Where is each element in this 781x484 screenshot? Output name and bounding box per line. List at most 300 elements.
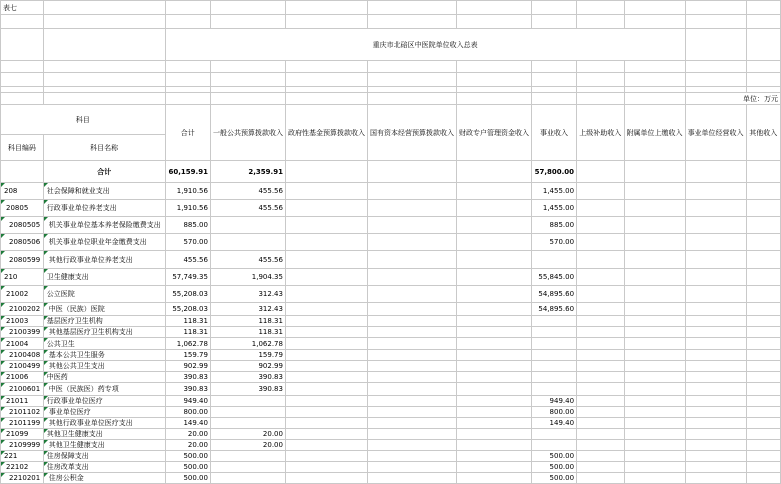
row-total: 118.31 bbox=[165, 316, 210, 327]
row-other-income bbox=[746, 429, 780, 440]
row-other-income bbox=[746, 396, 780, 407]
row-general-budget: 312.43 bbox=[210, 303, 285, 316]
row-code: 208 bbox=[1, 183, 44, 200]
row-name: 卫生健康支出 bbox=[43, 269, 165, 286]
row-code: 2100408 bbox=[1, 350, 44, 361]
row-gov-fund bbox=[285, 286, 367, 303]
table-row bbox=[1, 286, 781, 303]
page-title: 重庆市北碚区中医院单位收入总表 bbox=[165, 29, 685, 61]
row-operating-income bbox=[685, 451, 746, 462]
row-superior-subsidy bbox=[577, 286, 625, 303]
row-operating-income bbox=[685, 473, 746, 484]
row-gov-fund bbox=[285, 316, 367, 327]
row-operating-income bbox=[685, 303, 746, 316]
row-superior-subsidy bbox=[577, 183, 625, 200]
row-special-fiscal bbox=[456, 269, 531, 286]
row-superior-subsidy bbox=[577, 161, 625, 183]
row-operating-income bbox=[685, 217, 746, 234]
row-special-fiscal bbox=[456, 338, 531, 350]
row-operating-income bbox=[685, 338, 746, 350]
row-name: 社会保障和就业支出 bbox=[43, 183, 165, 200]
row-other-income bbox=[746, 383, 780, 396]
table-row bbox=[1, 269, 781, 286]
row-special-fiscal bbox=[456, 473, 531, 484]
row-business-income bbox=[531, 372, 576, 383]
row-state-capital bbox=[367, 396, 456, 407]
row-total: 1,910.56 bbox=[165, 183, 210, 200]
row-business-income: 885.00 bbox=[531, 217, 576, 234]
row-affiliated-income bbox=[624, 407, 685, 418]
row-gov-fund bbox=[285, 200, 367, 217]
row-state-capital bbox=[367, 161, 456, 183]
row-gov-fund bbox=[285, 161, 367, 183]
table-row bbox=[1, 303, 781, 316]
row-code: 210 bbox=[1, 269, 44, 286]
row-gov-fund bbox=[285, 217, 367, 234]
row-total: 118.31 bbox=[165, 327, 210, 338]
row-business-income: 1,455.00 bbox=[531, 200, 576, 217]
row-special-fiscal bbox=[456, 327, 531, 338]
row-other-income bbox=[746, 361, 780, 372]
row-operating-income bbox=[685, 251, 746, 269]
row-operating-income bbox=[685, 418, 746, 429]
row-operating-income bbox=[685, 327, 746, 338]
row-gov-fund bbox=[285, 473, 367, 484]
table-row bbox=[1, 440, 781, 451]
row-state-capital bbox=[367, 316, 456, 327]
table-row bbox=[1, 316, 781, 327]
row-affiliated-income bbox=[624, 451, 685, 462]
row-other-income bbox=[746, 418, 780, 429]
row-affiliated-income bbox=[624, 234, 685, 251]
row-name: 中医药 bbox=[43, 372, 165, 383]
row-other-income bbox=[746, 372, 780, 383]
row-affiliated-income bbox=[624, 327, 685, 338]
row-gov-fund bbox=[285, 418, 367, 429]
row-superior-subsidy bbox=[577, 361, 625, 372]
row-gov-fund bbox=[285, 303, 367, 316]
row-general-budget: 2,359.91 bbox=[210, 161, 285, 183]
row-affiliated-income bbox=[624, 361, 685, 372]
row-business-income bbox=[531, 251, 576, 269]
row-operating-income bbox=[685, 372, 746, 383]
row-code: 22102 bbox=[1, 462, 44, 473]
header-state-capital: 国有资本经营预算拨款收入 bbox=[367, 105, 456, 161]
row-code: 2101199 bbox=[1, 418, 44, 429]
header-total: 合计 bbox=[165, 105, 210, 161]
row-other-income bbox=[746, 303, 780, 316]
row-special-fiscal bbox=[456, 407, 531, 418]
row-state-capital bbox=[367, 383, 456, 396]
row-superior-subsidy bbox=[577, 473, 625, 484]
row-general-budget: 455.56 bbox=[210, 183, 285, 200]
row-general-budget: 20.00 bbox=[210, 429, 285, 440]
row-general-budget bbox=[210, 217, 285, 234]
row-special-fiscal bbox=[456, 429, 531, 440]
row-superior-subsidy bbox=[577, 303, 625, 316]
row-special-fiscal bbox=[456, 316, 531, 327]
row-gov-fund bbox=[285, 183, 367, 200]
row-business-income: 57,800.00 bbox=[531, 161, 576, 183]
row-operating-income bbox=[685, 200, 746, 217]
row-other-income bbox=[746, 338, 780, 350]
row-general-budget bbox=[210, 451, 285, 462]
header-subject-code: 科目编码 bbox=[1, 135, 44, 161]
row-other-income bbox=[746, 217, 780, 234]
row-special-fiscal bbox=[456, 251, 531, 269]
row-general-budget bbox=[210, 234, 285, 251]
row-state-capital bbox=[367, 269, 456, 286]
row-other-income bbox=[746, 440, 780, 451]
row-name: 中医（民族医）药专项 bbox=[43, 383, 165, 396]
row-gov-fund bbox=[285, 451, 367, 462]
row-general-budget bbox=[210, 396, 285, 407]
row-state-capital bbox=[367, 418, 456, 429]
row-name: 公共卫生 bbox=[43, 338, 165, 350]
row-code: 2100399 bbox=[1, 327, 44, 338]
row-superior-subsidy bbox=[577, 440, 625, 451]
row-operating-income bbox=[685, 161, 746, 183]
row-superior-subsidy bbox=[577, 269, 625, 286]
row-special-fiscal bbox=[456, 383, 531, 396]
row-other-income bbox=[746, 316, 780, 327]
row-general-budget bbox=[210, 407, 285, 418]
row-state-capital bbox=[367, 217, 456, 234]
row-special-fiscal bbox=[456, 361, 531, 372]
header-special-fiscal: 财政专户管理资金收入 bbox=[456, 105, 531, 161]
row-special-fiscal bbox=[456, 418, 531, 429]
row-total: 55,208.03 bbox=[165, 286, 210, 303]
row-superior-subsidy bbox=[577, 407, 625, 418]
table-row bbox=[1, 383, 781, 396]
header-general-budget: 一般公共预算拨款收入 bbox=[210, 105, 285, 161]
row-general-budget: 1,062.78 bbox=[210, 338, 285, 350]
table-row bbox=[1, 372, 781, 383]
row-gov-fund bbox=[285, 350, 367, 361]
row-total: 949.40 bbox=[165, 396, 210, 407]
row-other-income bbox=[746, 251, 780, 269]
table-row bbox=[1, 407, 781, 418]
row-code: 21004 bbox=[1, 338, 44, 350]
row-general-budget bbox=[210, 418, 285, 429]
row-special-fiscal bbox=[456, 462, 531, 473]
row-gov-fund bbox=[285, 462, 367, 473]
row-state-capital bbox=[367, 338, 456, 350]
row-superior-subsidy bbox=[577, 418, 625, 429]
row-business-income bbox=[531, 338, 576, 350]
row-other-income bbox=[746, 350, 780, 361]
row-gov-fund bbox=[285, 396, 367, 407]
row-business-income bbox=[531, 383, 576, 396]
row-name: 其他行政事业单位医疗支出 bbox=[43, 418, 165, 429]
row-special-fiscal bbox=[456, 303, 531, 316]
table-row bbox=[1, 350, 781, 361]
unit-label: 单位：万元 bbox=[685, 93, 780, 105]
row-name: 其他公共卫生支出 bbox=[43, 361, 165, 372]
row-total: 159.79 bbox=[165, 350, 210, 361]
row-other-income bbox=[746, 269, 780, 286]
row-gov-fund bbox=[285, 234, 367, 251]
row-general-budget: 159.79 bbox=[210, 350, 285, 361]
row-total: 149.40 bbox=[165, 418, 210, 429]
row-special-fiscal bbox=[456, 350, 531, 361]
row-operating-income bbox=[685, 407, 746, 418]
row-superior-subsidy bbox=[577, 350, 625, 361]
row-business-income: 55,845.00 bbox=[531, 269, 576, 286]
row-state-capital bbox=[367, 183, 456, 200]
row-special-fiscal bbox=[456, 451, 531, 462]
row-operating-income bbox=[685, 183, 746, 200]
table-row bbox=[1, 251, 781, 269]
row-gov-fund bbox=[285, 361, 367, 372]
header-subject-name: 科目名称 bbox=[43, 135, 165, 161]
row-code: 2100202 bbox=[1, 303, 44, 316]
table-row bbox=[1, 217, 781, 234]
row-gov-fund bbox=[285, 372, 367, 383]
row-superior-subsidy bbox=[577, 200, 625, 217]
row-superior-subsidy bbox=[577, 383, 625, 396]
row-name: 其他卫生健康支出 bbox=[43, 429, 165, 440]
table-row bbox=[1, 327, 781, 338]
row-state-capital bbox=[367, 372, 456, 383]
row-special-fiscal bbox=[456, 217, 531, 234]
row-state-capital bbox=[367, 251, 456, 269]
row-superior-subsidy bbox=[577, 429, 625, 440]
row-state-capital bbox=[367, 286, 456, 303]
row-special-fiscal bbox=[456, 234, 531, 251]
row-business-income: 500.00 bbox=[531, 462, 576, 473]
table-row bbox=[1, 473, 781, 484]
row-total: 902.99 bbox=[165, 361, 210, 372]
row-code: 221 bbox=[1, 451, 44, 462]
row-special-fiscal bbox=[456, 183, 531, 200]
row-general-budget: 20.00 bbox=[210, 440, 285, 451]
row-operating-income bbox=[685, 350, 746, 361]
row-total: 500.00 bbox=[165, 451, 210, 462]
row-business-income: 54,895.60 bbox=[531, 286, 576, 303]
row-total: 60,159.91 bbox=[165, 161, 210, 183]
row-general-budget: 390.83 bbox=[210, 383, 285, 396]
row-general-budget: 390.83 bbox=[210, 372, 285, 383]
row-name: 基本公共卫生服务 bbox=[43, 350, 165, 361]
row-affiliated-income bbox=[624, 383, 685, 396]
row-total: 390.83 bbox=[165, 383, 210, 396]
row-other-income bbox=[746, 327, 780, 338]
table-row bbox=[1, 200, 781, 217]
row-operating-income bbox=[685, 234, 746, 251]
table-row bbox=[1, 418, 781, 429]
row-state-capital bbox=[367, 350, 456, 361]
row-superior-subsidy bbox=[577, 396, 625, 407]
row-code: 2080506 bbox=[1, 234, 44, 251]
row-operating-income bbox=[685, 440, 746, 451]
row-operating-income bbox=[685, 396, 746, 407]
row-affiliated-income bbox=[624, 303, 685, 316]
row-code: 2080599 bbox=[1, 251, 44, 269]
row-special-fiscal bbox=[456, 372, 531, 383]
row-other-income bbox=[746, 183, 780, 200]
row-state-capital bbox=[367, 200, 456, 217]
row-total: 455.56 bbox=[165, 251, 210, 269]
row-superior-subsidy bbox=[577, 234, 625, 251]
sheet-label: 表七 bbox=[1, 1, 44, 15]
row-affiliated-income bbox=[624, 418, 685, 429]
row-business-income: 54,895.60 bbox=[531, 303, 576, 316]
row-operating-income bbox=[685, 361, 746, 372]
row-total: 800.00 bbox=[165, 407, 210, 418]
row-gov-fund bbox=[285, 429, 367, 440]
header-subject: 科目 bbox=[1, 105, 166, 135]
row-name: 其他行政事业单位养老支出 bbox=[43, 251, 165, 269]
row-business-income bbox=[531, 350, 576, 361]
row-operating-income bbox=[685, 269, 746, 286]
row-operating-income bbox=[685, 462, 746, 473]
row-general-budget: 455.56 bbox=[210, 251, 285, 269]
row-gov-fund bbox=[285, 440, 367, 451]
row-affiliated-income bbox=[624, 161, 685, 183]
row-state-capital bbox=[367, 327, 456, 338]
table-row bbox=[1, 361, 781, 372]
row-affiliated-income bbox=[624, 286, 685, 303]
row-code: 2109999 bbox=[1, 440, 44, 451]
header-gov-fund: 政府性基金预算拨款收入 bbox=[285, 105, 367, 161]
row-code: 20805 bbox=[1, 200, 44, 217]
table-row bbox=[1, 183, 781, 200]
row-superior-subsidy bbox=[577, 462, 625, 473]
row-state-capital bbox=[367, 440, 456, 451]
row-special-fiscal bbox=[456, 200, 531, 217]
header-superior-subsidy: 上级补助收入 bbox=[577, 105, 625, 161]
row-business-income: 1,455.00 bbox=[531, 183, 576, 200]
row-affiliated-income bbox=[624, 269, 685, 286]
row-code: 2100601 bbox=[1, 383, 44, 396]
row-state-capital bbox=[367, 473, 456, 484]
row-code: 2080505 bbox=[1, 217, 44, 234]
row-state-capital bbox=[367, 451, 456, 462]
row-superior-subsidy bbox=[577, 451, 625, 462]
row-code: 21003 bbox=[1, 316, 44, 327]
row-other-income bbox=[746, 407, 780, 418]
row-general-budget: 902.99 bbox=[210, 361, 285, 372]
row-gov-fund bbox=[285, 251, 367, 269]
row-affiliated-income bbox=[624, 462, 685, 473]
table-row bbox=[1, 161, 781, 183]
row-code: 21002 bbox=[1, 286, 44, 303]
row-operating-income bbox=[685, 286, 746, 303]
row-general-budget bbox=[210, 473, 285, 484]
row-affiliated-income bbox=[624, 217, 685, 234]
row-business-income: 500.00 bbox=[531, 473, 576, 484]
row-general-budget: 455.56 bbox=[210, 200, 285, 217]
row-business-income: 800.00 bbox=[531, 407, 576, 418]
row-code: 2210201 bbox=[1, 473, 44, 484]
row-gov-fund bbox=[285, 269, 367, 286]
table-row bbox=[1, 462, 781, 473]
row-operating-income bbox=[685, 429, 746, 440]
row-business-income: 500.00 bbox=[531, 451, 576, 462]
row-special-fiscal bbox=[456, 440, 531, 451]
row-affiliated-income bbox=[624, 183, 685, 200]
row-business-income bbox=[531, 327, 576, 338]
row-affiliated-income bbox=[624, 350, 685, 361]
row-superior-subsidy bbox=[577, 338, 625, 350]
header-business-income: 事业收入 bbox=[531, 105, 576, 161]
row-state-capital bbox=[367, 361, 456, 372]
row-affiliated-income bbox=[624, 429, 685, 440]
row-code: 2100499 bbox=[1, 361, 44, 372]
row-code: 21006 bbox=[1, 372, 44, 383]
row-general-budget: 1,904.35 bbox=[210, 269, 285, 286]
row-name: 机关事业单位基本养老保险缴费支出 bbox=[43, 217, 165, 234]
row-gov-fund bbox=[285, 383, 367, 396]
row-name: 住房保障支出 bbox=[43, 451, 165, 462]
row-other-income bbox=[746, 161, 780, 183]
row-other-income bbox=[746, 473, 780, 484]
header-operating-income: 事业单位经营收入 bbox=[685, 105, 746, 161]
header-other-income: 其他收入 bbox=[746, 105, 780, 161]
row-business-income bbox=[531, 316, 576, 327]
row-name: 中医（民族）医院 bbox=[43, 303, 165, 316]
row-business-income bbox=[531, 429, 576, 440]
row-business-income bbox=[531, 361, 576, 372]
row-total: 1,910.56 bbox=[165, 200, 210, 217]
row-name: 基层医疗卫生机构 bbox=[43, 316, 165, 327]
row-code: 21099 bbox=[1, 429, 44, 440]
row-total: 20.00 bbox=[165, 440, 210, 451]
row-business-income: 149.40 bbox=[531, 418, 576, 429]
row-state-capital bbox=[367, 234, 456, 251]
row-affiliated-income bbox=[624, 338, 685, 350]
table-row bbox=[1, 338, 781, 350]
row-name: 事业单位医疗 bbox=[43, 407, 165, 418]
row-affiliated-income bbox=[624, 396, 685, 407]
row-affiliated-income bbox=[624, 251, 685, 269]
table-row bbox=[1, 451, 781, 462]
row-general-budget: 118.31 bbox=[210, 316, 285, 327]
row-affiliated-income bbox=[624, 372, 685, 383]
row-affiliated-income bbox=[624, 440, 685, 451]
row-business-income: 949.40 bbox=[531, 396, 576, 407]
row-gov-fund bbox=[285, 327, 367, 338]
row-superior-subsidy bbox=[577, 372, 625, 383]
row-superior-subsidy bbox=[577, 316, 625, 327]
row-general-budget: 118.31 bbox=[210, 327, 285, 338]
row-business-income bbox=[531, 440, 576, 451]
row-name: 合计 bbox=[43, 161, 165, 183]
header-affiliated-income: 附属单位上缴收入 bbox=[624, 105, 685, 161]
row-total: 500.00 bbox=[165, 462, 210, 473]
row-code: 2101102 bbox=[1, 407, 44, 418]
row-total: 20.00 bbox=[165, 429, 210, 440]
row-superior-subsidy bbox=[577, 251, 625, 269]
row-name: 住房改革支出 bbox=[43, 462, 165, 473]
row-special-fiscal bbox=[456, 396, 531, 407]
row-state-capital bbox=[367, 429, 456, 440]
table-row bbox=[1, 234, 781, 251]
row-superior-subsidy bbox=[577, 217, 625, 234]
row-general-budget: 312.43 bbox=[210, 286, 285, 303]
row-name: 住房公积金 bbox=[43, 473, 165, 484]
row-code: 21011 bbox=[1, 396, 44, 407]
row-gov-fund bbox=[285, 407, 367, 418]
row-name: 公立医院 bbox=[43, 286, 165, 303]
row-name: 行政事业单位养老支出 bbox=[43, 200, 165, 217]
row-total: 55,208.03 bbox=[165, 303, 210, 316]
row-other-income bbox=[746, 286, 780, 303]
row-special-fiscal bbox=[456, 161, 531, 183]
row-code bbox=[1, 161, 44, 183]
row-operating-income bbox=[685, 316, 746, 327]
